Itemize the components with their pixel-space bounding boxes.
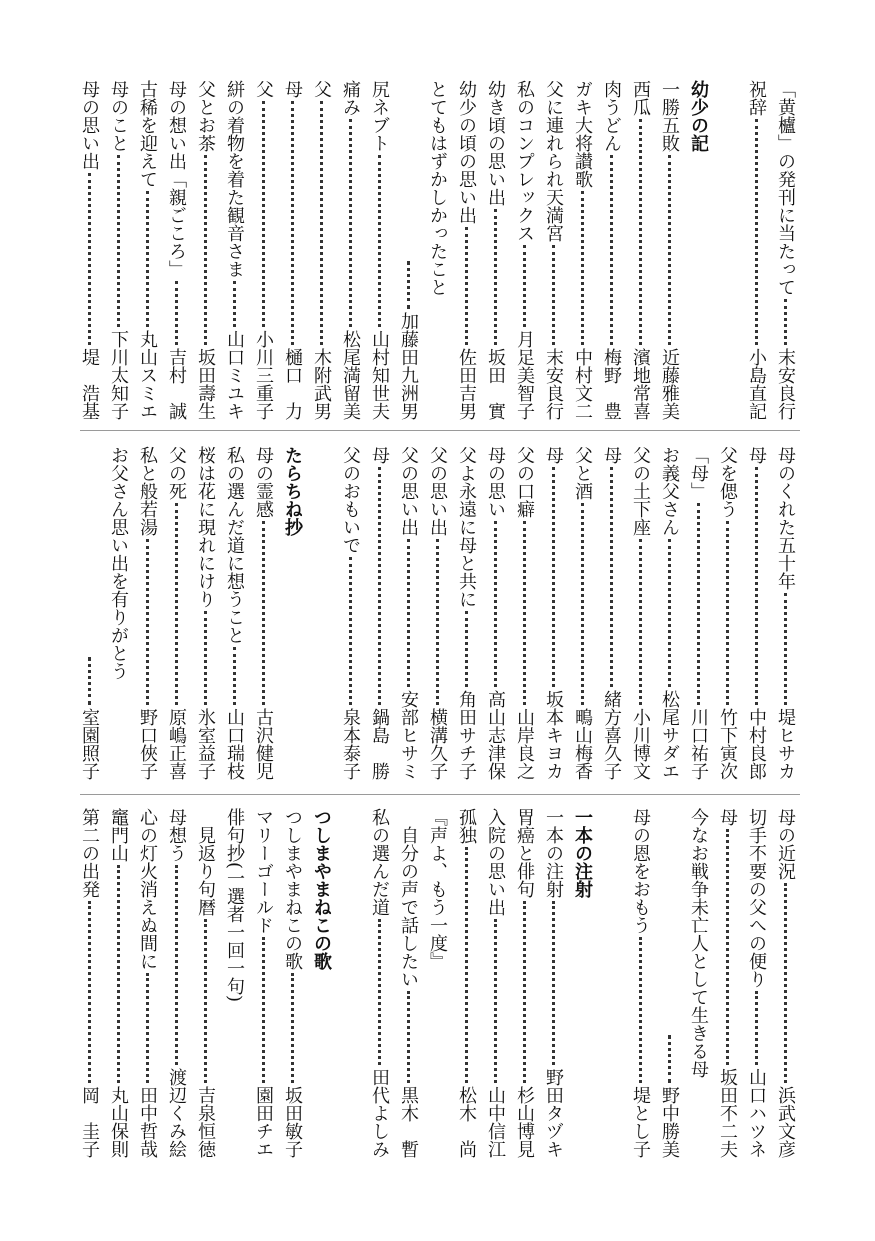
dot-leader <box>523 521 526 705</box>
toc-entry <box>220 80 249 420</box>
toc-entry-author: 中村文二 <box>572 348 593 420</box>
toc-entry <box>220 808 249 1158</box>
dot-leader <box>755 119 758 345</box>
toc-entry <box>597 446 626 780</box>
dot-leader <box>610 467 613 687</box>
toc-entry-title: 私のコンプレックス <box>514 80 535 242</box>
toc-entry-author: 山口瑞枝 <box>224 708 245 780</box>
toc-entry <box>394 808 423 1158</box>
toc-entry <box>104 808 133 1158</box>
dot-leader <box>407 261 410 309</box>
toc-entry-author: 室園照子 <box>79 708 100 780</box>
dot-leader <box>378 155 381 327</box>
toc-entry-author: 野口俠子 <box>137 708 158 780</box>
toc-entry-title: 西瓜 <box>630 80 651 116</box>
toc-entry-author: 下川太知子 <box>108 330 129 420</box>
toc-entry-title: 父の口癖 <box>514 446 535 518</box>
toc-entry-author: 堤とし子 <box>630 1086 651 1158</box>
toc-entry-author: 浜武文彦 <box>775 1086 796 1158</box>
toc-entry <box>626 808 655 1158</box>
dot-leader <box>639 937 642 1083</box>
dot-leader <box>639 119 642 345</box>
toc-entry-author: 坂田 實 <box>485 348 506 420</box>
toc-entry-title: 『声よ、もう一度』 <box>427 808 448 970</box>
toc-entry <box>452 80 481 420</box>
toc-entry-title: 母の霊感 <box>253 446 274 518</box>
dot-leader <box>291 973 294 1083</box>
toc-entry-title: 母 <box>543 446 564 464</box>
toc-entry-title: 第二の出発 <box>79 808 100 898</box>
dot-leader <box>175 281 178 345</box>
toc-entry-author: 小川博文 <box>630 708 651 780</box>
toc-entry-author: 末安良行 <box>775 348 796 420</box>
toc-entry-title: 胃癌と俳句 <box>514 808 535 898</box>
dot-leader <box>494 521 497 687</box>
dot-leader <box>378 919 381 1065</box>
section-heading-title: 幼少の記 <box>688 80 709 152</box>
toc-entry <box>75 808 104 1158</box>
toc-entry-author: 緒方喜久子 <box>601 690 622 780</box>
toc-entry <box>771 446 800 780</box>
toc-entry-author: 横溝久子 <box>427 708 448 780</box>
toc-entry-title: 父よ永遠に母と共に <box>456 446 477 608</box>
dot-leader <box>784 593 787 705</box>
toc-entry-title: 父の思い出 <box>427 446 448 536</box>
toc-entry-title: 母想う <box>166 808 187 862</box>
toc-entry-author: 泉本泰子 <box>340 708 361 780</box>
dot-leader <box>697 503 700 705</box>
toc-entry <box>568 80 597 420</box>
dot-leader <box>552 467 555 687</box>
toc-entry-title: 入院の思い出 <box>485 808 506 916</box>
toc-entry-author: 坂本キヨカ <box>543 690 564 780</box>
toc-entry-author: 吉村 誠 <box>166 348 187 420</box>
dot-leader <box>320 101 323 345</box>
toc-section-1 <box>80 80 800 420</box>
toc-entry-author: 高山志津保 <box>485 690 506 780</box>
toc-entry-title: 自分の声で話したい <box>398 826 419 988</box>
toc-entry <box>655 80 684 420</box>
dot-leader <box>784 883 787 1083</box>
toc-entry-author: 樋口 力 <box>282 348 303 420</box>
toc-entry <box>336 446 365 780</box>
toc-entry-author: 野田タヅキ <box>543 1068 564 1158</box>
toc-entry <box>742 446 771 780</box>
dot-leader <box>726 521 729 705</box>
dot-leader <box>755 467 758 705</box>
dot-leader <box>175 503 178 705</box>
toc-entry-author: 木附武男 <box>311 348 332 420</box>
dot-leader <box>378 467 381 705</box>
toc-entry <box>771 808 800 1158</box>
toc-entry-author: 坂田不二夫 <box>717 1068 738 1158</box>
toc-entry-title: とてもはずかしかったこと <box>427 80 448 296</box>
toc-entry-title: 父のおもいで <box>340 446 361 554</box>
toc-section-2 <box>80 446 800 780</box>
toc-entry-title: 心の灯火消えぬ間に <box>137 808 158 970</box>
toc-entry <box>365 808 394 1158</box>
dot-leader <box>523 245 526 327</box>
toc-entry-author: 鴫山梅香 <box>572 708 593 780</box>
toc-entry-title: 父 <box>311 80 332 98</box>
toc-entry-author: 角田サチ子 <box>456 690 477 780</box>
section-divider <box>80 430 800 431</box>
section-heading-title: 一本の注射 <box>572 808 593 898</box>
toc-entry <box>713 446 742 780</box>
toc-entry-title: 母の恩をおもう <box>630 808 651 934</box>
toc-entry <box>481 80 510 420</box>
toc-entry-title: 私の選んだ道 <box>369 808 390 916</box>
toc-entry-title: 祝辞 <box>746 80 767 116</box>
toc-entry <box>249 80 278 420</box>
toc-entry-title: 「黄櫨」の発刊に当たって <box>775 80 796 296</box>
toc-entry <box>597 80 626 420</box>
toc-entry-title: 父の死 <box>166 446 187 500</box>
toc-entry-title: 痛み <box>340 80 361 116</box>
toc-entry-author: 丸山スミエ <box>137 330 158 420</box>
toc-entry-title: マリーゴールド <box>253 808 274 934</box>
toc-entry-title: 私の選んだ道に想うこと <box>224 446 245 644</box>
toc-entry-title: お義父さん <box>659 446 680 536</box>
toc-entry-title: 母 <box>369 446 390 464</box>
toc-entry-title: 私と般若湯 <box>137 446 158 536</box>
toc-entry-title: 一勝五敗 <box>659 80 680 152</box>
toc-entry-author: 坂田壽生 <box>195 348 216 420</box>
toc-entry-author: 梅野 豊 <box>601 348 622 420</box>
toc-entry-title: 古稀を迎えて <box>137 80 158 188</box>
toc-entry <box>655 808 684 1158</box>
toc-entry <box>452 808 481 1158</box>
dot-leader <box>494 919 497 1083</box>
dot-leader <box>552 245 555 345</box>
toc-entry-author: 山口ハツネ <box>746 1068 767 1158</box>
dot-leader <box>494 209 497 345</box>
toc-entry-title: 母 <box>282 80 303 98</box>
toc-entry <box>365 446 394 780</box>
toc-entry <box>191 808 220 1158</box>
toc-entry-title: ガキ大将讃歌 <box>572 80 593 188</box>
section-heading <box>684 80 713 420</box>
toc-entry-title: 一本の注射 <box>543 808 564 898</box>
toc-entry-author: 吉泉恒徳 <box>195 1086 216 1158</box>
dot-leader <box>581 191 584 345</box>
toc-entry-title: 父と酒 <box>572 446 593 500</box>
toc-entry-title: 母のくれた五十年 <box>775 446 796 590</box>
dot-leader <box>262 937 265 1083</box>
dot-leader <box>262 521 265 705</box>
toc-entry-author: 氷室益子 <box>195 708 216 780</box>
toc-entry-title: 母 <box>601 446 622 464</box>
toc-entry-title: 俳句抄(一選者一回一句) <box>224 808 245 1003</box>
toc-entry <box>249 446 278 780</box>
dot-leader <box>407 991 410 1083</box>
toc-entry-title: 母の近況 <box>775 808 796 880</box>
toc-entry <box>510 80 539 420</box>
toc-entry <box>742 808 771 1158</box>
dot-leader <box>88 173 91 345</box>
toc-entry-author: 堤 浩基 <box>79 348 100 420</box>
dot-leader <box>117 155 120 327</box>
dot-leader <box>233 647 236 705</box>
toc-entry-author: 近藤雅美 <box>659 348 680 420</box>
toc-entry-author: 中村良郎 <box>746 708 767 780</box>
toc-entry-title: 父に連れられ天満宮 <box>543 80 564 242</box>
toc-section-3 <box>80 808 800 1158</box>
toc-entry <box>336 80 365 420</box>
dot-leader <box>726 829 729 1065</box>
dot-leader <box>146 539 149 705</box>
toc-entry-title: 父 <box>253 80 274 98</box>
toc-entry-title: 父の土下座 <box>630 446 651 536</box>
toc-entry-title: 肉うどん <box>601 80 622 152</box>
toc-entry-author: 小川三重子 <box>253 330 274 420</box>
toc-entry <box>220 446 249 780</box>
toc-entry-title: 母のこと <box>108 80 129 152</box>
toc-entry <box>423 80 452 420</box>
toc-entry <box>626 446 655 780</box>
toc-entry <box>655 446 684 780</box>
toc-entry-title: 幼き頃の思い出 <box>485 80 506 206</box>
toc-entry-author: 黒木 暫 <box>398 1086 419 1158</box>
section-heading-title: たらちね抄 <box>282 446 303 536</box>
dot-leader <box>523 901 526 1083</box>
toc-entry-author: 加藤田九洲男 <box>398 312 419 420</box>
dot-leader <box>639 539 642 705</box>
toc-entry <box>394 80 423 420</box>
toc-entry <box>394 446 423 780</box>
dot-leader <box>262 101 265 327</box>
toc-entry <box>104 80 133 420</box>
section-heading <box>278 446 307 780</box>
toc-entry-author: 山岸良之 <box>514 708 535 780</box>
dot-leader <box>668 155 671 345</box>
toc-entry <box>713 808 742 1158</box>
section-heading <box>568 808 597 1158</box>
toc-entry-author: 松木 尚 <box>456 1086 477 1158</box>
toc-entry-author: 安部ヒサミ <box>398 690 419 780</box>
dot-leader <box>204 611 207 705</box>
toc-entry <box>568 446 597 780</box>
dot-leader <box>117 865 120 1083</box>
toc-entry <box>278 808 307 1158</box>
dot-leader <box>291 101 294 345</box>
toc-entry <box>510 808 539 1158</box>
toc-entry-title: 今なお戦争未亡人として生きる母 <box>688 808 709 1078</box>
toc-entry <box>162 80 191 420</box>
dot-leader <box>233 281 236 327</box>
toc-entry <box>539 446 568 780</box>
dot-leader <box>581 503 584 705</box>
toc-entry-author: 佐田吉男 <box>456 348 477 420</box>
dot-leader <box>465 611 468 687</box>
toc-entry-author: 山中信江 <box>485 1086 506 1158</box>
dot-leader <box>668 539 671 687</box>
dot-leader <box>465 227 468 345</box>
toc-entry <box>771 80 800 420</box>
dot-leader <box>407 539 410 687</box>
dot-leader <box>436 539 439 705</box>
toc-entry-title: 母の思い <box>485 446 506 518</box>
toc-entry-author: 松尾サダエ <box>659 690 680 780</box>
toc-entry <box>742 80 771 420</box>
dot-leader <box>349 119 352 327</box>
toc-entry <box>75 446 104 780</box>
dot-leader <box>204 155 207 345</box>
toc-entry <box>162 446 191 780</box>
toc-entry <box>713 80 742 420</box>
toc-entry <box>365 80 394 420</box>
toc-entry-author: 岡 圭子 <box>79 1086 100 1158</box>
section-heading <box>307 808 336 1158</box>
dot-leader <box>610 155 613 345</box>
toc-entry <box>104 446 133 780</box>
toc-columns <box>80 808 800 1158</box>
toc-entry-title: 母の思い出 <box>79 80 100 170</box>
dot-leader <box>552 901 555 1065</box>
dot-leader <box>349 557 352 705</box>
dot-leader <box>175 865 178 1065</box>
toc-entry <box>481 446 510 780</box>
toc-entry-title: 尻ネブト <box>369 80 390 152</box>
dot-leader <box>784 299 787 345</box>
toc-columns <box>80 80 800 420</box>
toc-entry-author: 山口ミユキ <box>224 330 245 420</box>
toc-entry-title: 竈門山 <box>108 808 129 862</box>
toc-entry-author: 杉山博見 <box>514 1086 535 1158</box>
toc-entry-title: 母 <box>717 808 738 826</box>
toc-entry-author: 野中勝美 <box>659 1086 680 1158</box>
toc-entry-title: つしまやまねこの歌 <box>282 808 303 970</box>
toc-entry <box>133 446 162 780</box>
toc-entry-title: 父とお茶 <box>195 80 216 152</box>
toc-entry-title: お父さん思い出を有りがとう <box>108 446 129 680</box>
section-heading-title: つしまやまねこの歌 <box>311 808 332 970</box>
toc-entry <box>684 446 713 780</box>
toc-entry-author: 園田チエ <box>253 1086 274 1158</box>
toc-entry-author: 堤ヒサカ <box>775 708 796 780</box>
dot-leader <box>88 901 91 1083</box>
toc-entry-author: 月足美智子 <box>514 330 535 420</box>
toc-entry <box>510 446 539 780</box>
toc-entry-author: 山村知世夫 <box>369 330 390 420</box>
toc-entry-title: 母の想い出「親ごころ」 <box>166 80 187 278</box>
toc-entry <box>75 80 104 420</box>
dot-leader <box>146 973 149 1083</box>
toc-entry-title: 父の思い出 <box>398 446 419 536</box>
toc-entry <box>133 80 162 420</box>
toc-entry <box>423 808 452 1158</box>
toc-entry-author: 丸山保則 <box>108 1086 129 1158</box>
toc-entry-author: 川口祐子 <box>688 708 709 780</box>
dot-leader <box>146 191 149 327</box>
toc-entry-title: 母 <box>746 446 767 464</box>
toc-entry-author: 田中哲哉 <box>137 1086 158 1158</box>
toc-entry <box>626 80 655 420</box>
toc-entry <box>423 446 452 780</box>
toc-entry-author: 渡辺くみ絵 <box>166 1068 187 1158</box>
toc-entry <box>336 808 365 1158</box>
toc-entry-title: 孤独 <box>456 808 477 844</box>
dot-leader <box>88 657 91 705</box>
toc-entry <box>597 808 626 1158</box>
toc-entry <box>278 80 307 420</box>
toc-entry <box>539 808 568 1158</box>
toc-entry <box>191 446 220 780</box>
toc-columns <box>80 446 800 780</box>
toc-entry-title: 見返り句暦 <box>195 826 216 916</box>
toc-entry-title: 絣の着物を着た観音さま <box>224 80 245 278</box>
toc-entry-author: 小島直記 <box>746 348 767 420</box>
toc-entry-author: 田代よしみ <box>369 1068 390 1158</box>
toc-entry-author: 古沢健児 <box>253 708 274 780</box>
toc-entry-title: 父を偲う <box>717 446 738 518</box>
toc-entry <box>191 80 220 420</box>
toc-entry-title: 切手不要の父への便り <box>746 808 767 988</box>
dot-leader <box>465 847 468 1083</box>
toc-entry <box>249 808 278 1158</box>
toc-entry-author: 松尾満留美 <box>340 330 361 420</box>
toc-entry-author: 竹下寅次 <box>717 708 738 780</box>
toc-entry <box>539 80 568 420</box>
toc-entry-author: 原嶋正喜 <box>166 708 187 780</box>
toc-entry-author: 鍋島 勝 <box>369 708 390 780</box>
toc-entry-title: 「母」 <box>688 446 709 500</box>
dot-leader <box>668 1035 671 1083</box>
toc-entry <box>307 80 336 420</box>
toc-entry-author: 濱地常喜 <box>630 348 651 420</box>
toc-entry <box>684 808 713 1158</box>
section-divider <box>80 794 800 795</box>
toc-entry-author: 坂田敏子 <box>282 1086 303 1158</box>
dot-leader <box>204 919 207 1083</box>
toc-entry <box>307 446 336 780</box>
toc-entry-title: 桜は花に現れにけり <box>195 446 216 608</box>
toc-entry-author: 末安良行 <box>543 348 564 420</box>
toc-entry <box>481 808 510 1158</box>
toc-entry-title: 幼少の頃の思い出 <box>456 80 477 224</box>
dot-leader <box>755 991 758 1065</box>
toc-entry <box>162 808 191 1158</box>
toc-entry <box>133 808 162 1158</box>
toc-entry <box>452 446 481 780</box>
